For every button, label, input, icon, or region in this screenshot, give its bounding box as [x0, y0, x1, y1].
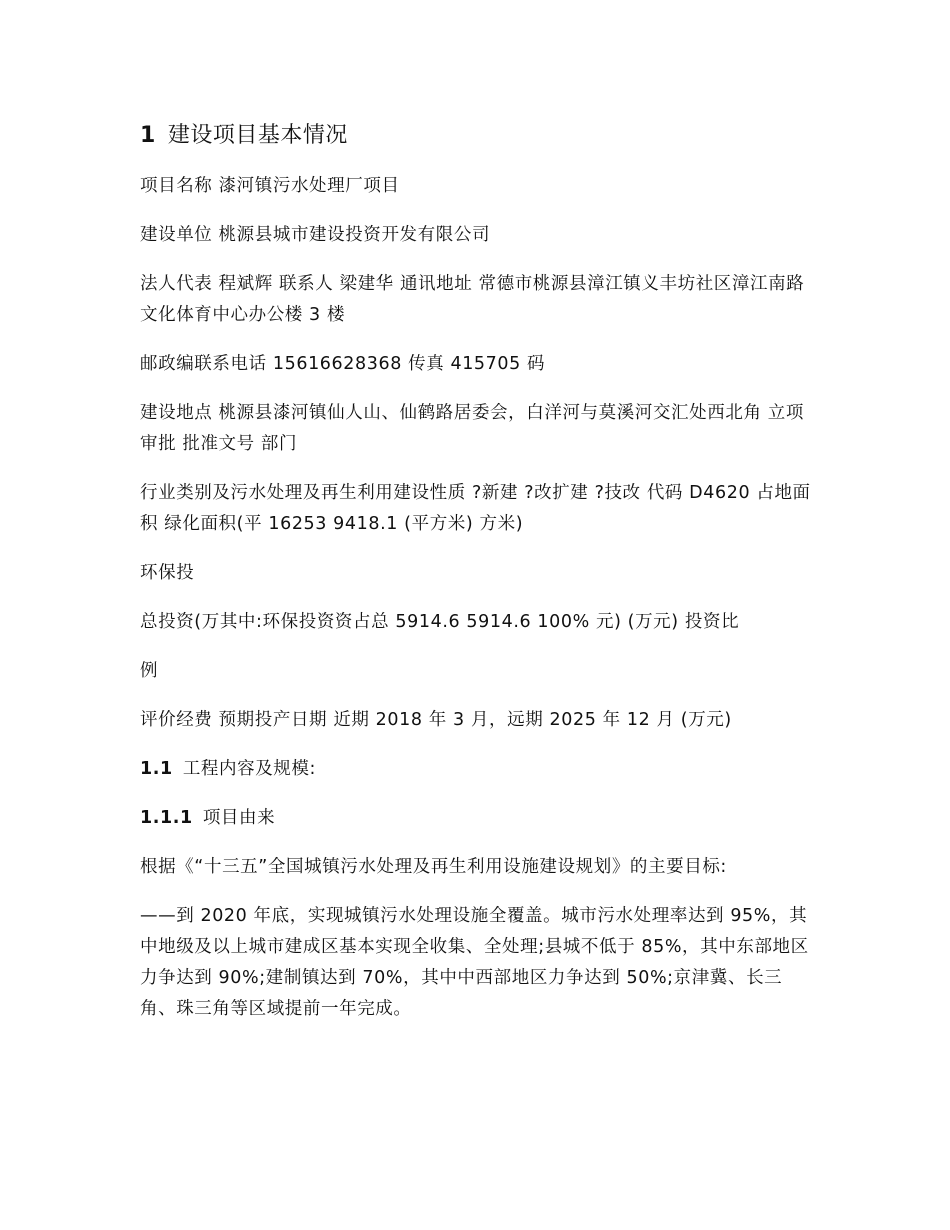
body-paragraph: 根据《“十三五”全国城镇污水处理及再生利用设施建设规划》的主要目标: [140, 857, 727, 877]
section-number: 1.1.1 [140, 808, 193, 828]
document-page [140, 118, 812, 1043]
ratio-line: 例 [140, 661, 159, 681]
legal-rep-contact-line: 法人代表 程斌辉 联系人 梁建华 通讯地址 常德市桃源县漳江镇义丰坊社区漳江南路文化体育中心办公楼 3 楼 [140, 274, 805, 325]
env-investment-line: 环保投 [140, 563, 195, 583]
section-title: 项目由来 [202, 808, 276, 828]
chapter-heading [140, 118, 812, 154]
chapter-number: 1 [140, 123, 156, 148]
chapter-title: 建设项目基本情况 [167, 123, 348, 148]
evaluation-fee-line: 评价经费 预期投产日期 近期 2018 年 3 月，远期 2025 年 12 月 (万元) [140, 710, 732, 730]
project-name-line: 项目名称 漆河镇污水处理厂项目 [140, 176, 400, 196]
construction-unit-line: 建设单位 桃源县城市建设投资开发有限公司 [140, 225, 491, 245]
section-number: 1.1 [140, 759, 173, 779]
postal-phone-line: 邮政编联系电话 15616628368 传真 415705 码 [140, 354, 546, 374]
section-heading-1-1 [140, 754, 812, 785]
construction-site-line: 建设地点 桃源县漆河镇仙人山、仙鹤路居委会，白洋河与莫溪河交汇处西北角 立项审批 批准文号 部门 [140, 403, 804, 454]
body-paragraph: ——到 2020 年底，实现城镇污水处理设施全覆盖。城市污水处理率达到 95%，其中地级及以上城市建成区基本实现全收集、全处理;县城不低于 85%，其中东部地区力争达到 90%;建制镇达到 70%，其中中西部地区力争达到 50%;京津冀、长三角、珠三角等区域提前一年完成。 [140, 906, 809, 1019]
section-title: 工程内容及规模: [182, 759, 317, 779]
industry-category-line: 行业类别及污水处理及再生利用建设性质 ?新建 ?改扩建 ?技改 代码 D4620 占地面积 绿化面积(平 16253 9418.1 (平方米) 方米) [140, 483, 811, 534]
section-heading-1-1-1 [140, 803, 812, 834]
total-investment-line: 总投资(万其中:环保投资资占总 5914.6 5914.6 100% 元) (万元) 投资比 [140, 612, 740, 632]
